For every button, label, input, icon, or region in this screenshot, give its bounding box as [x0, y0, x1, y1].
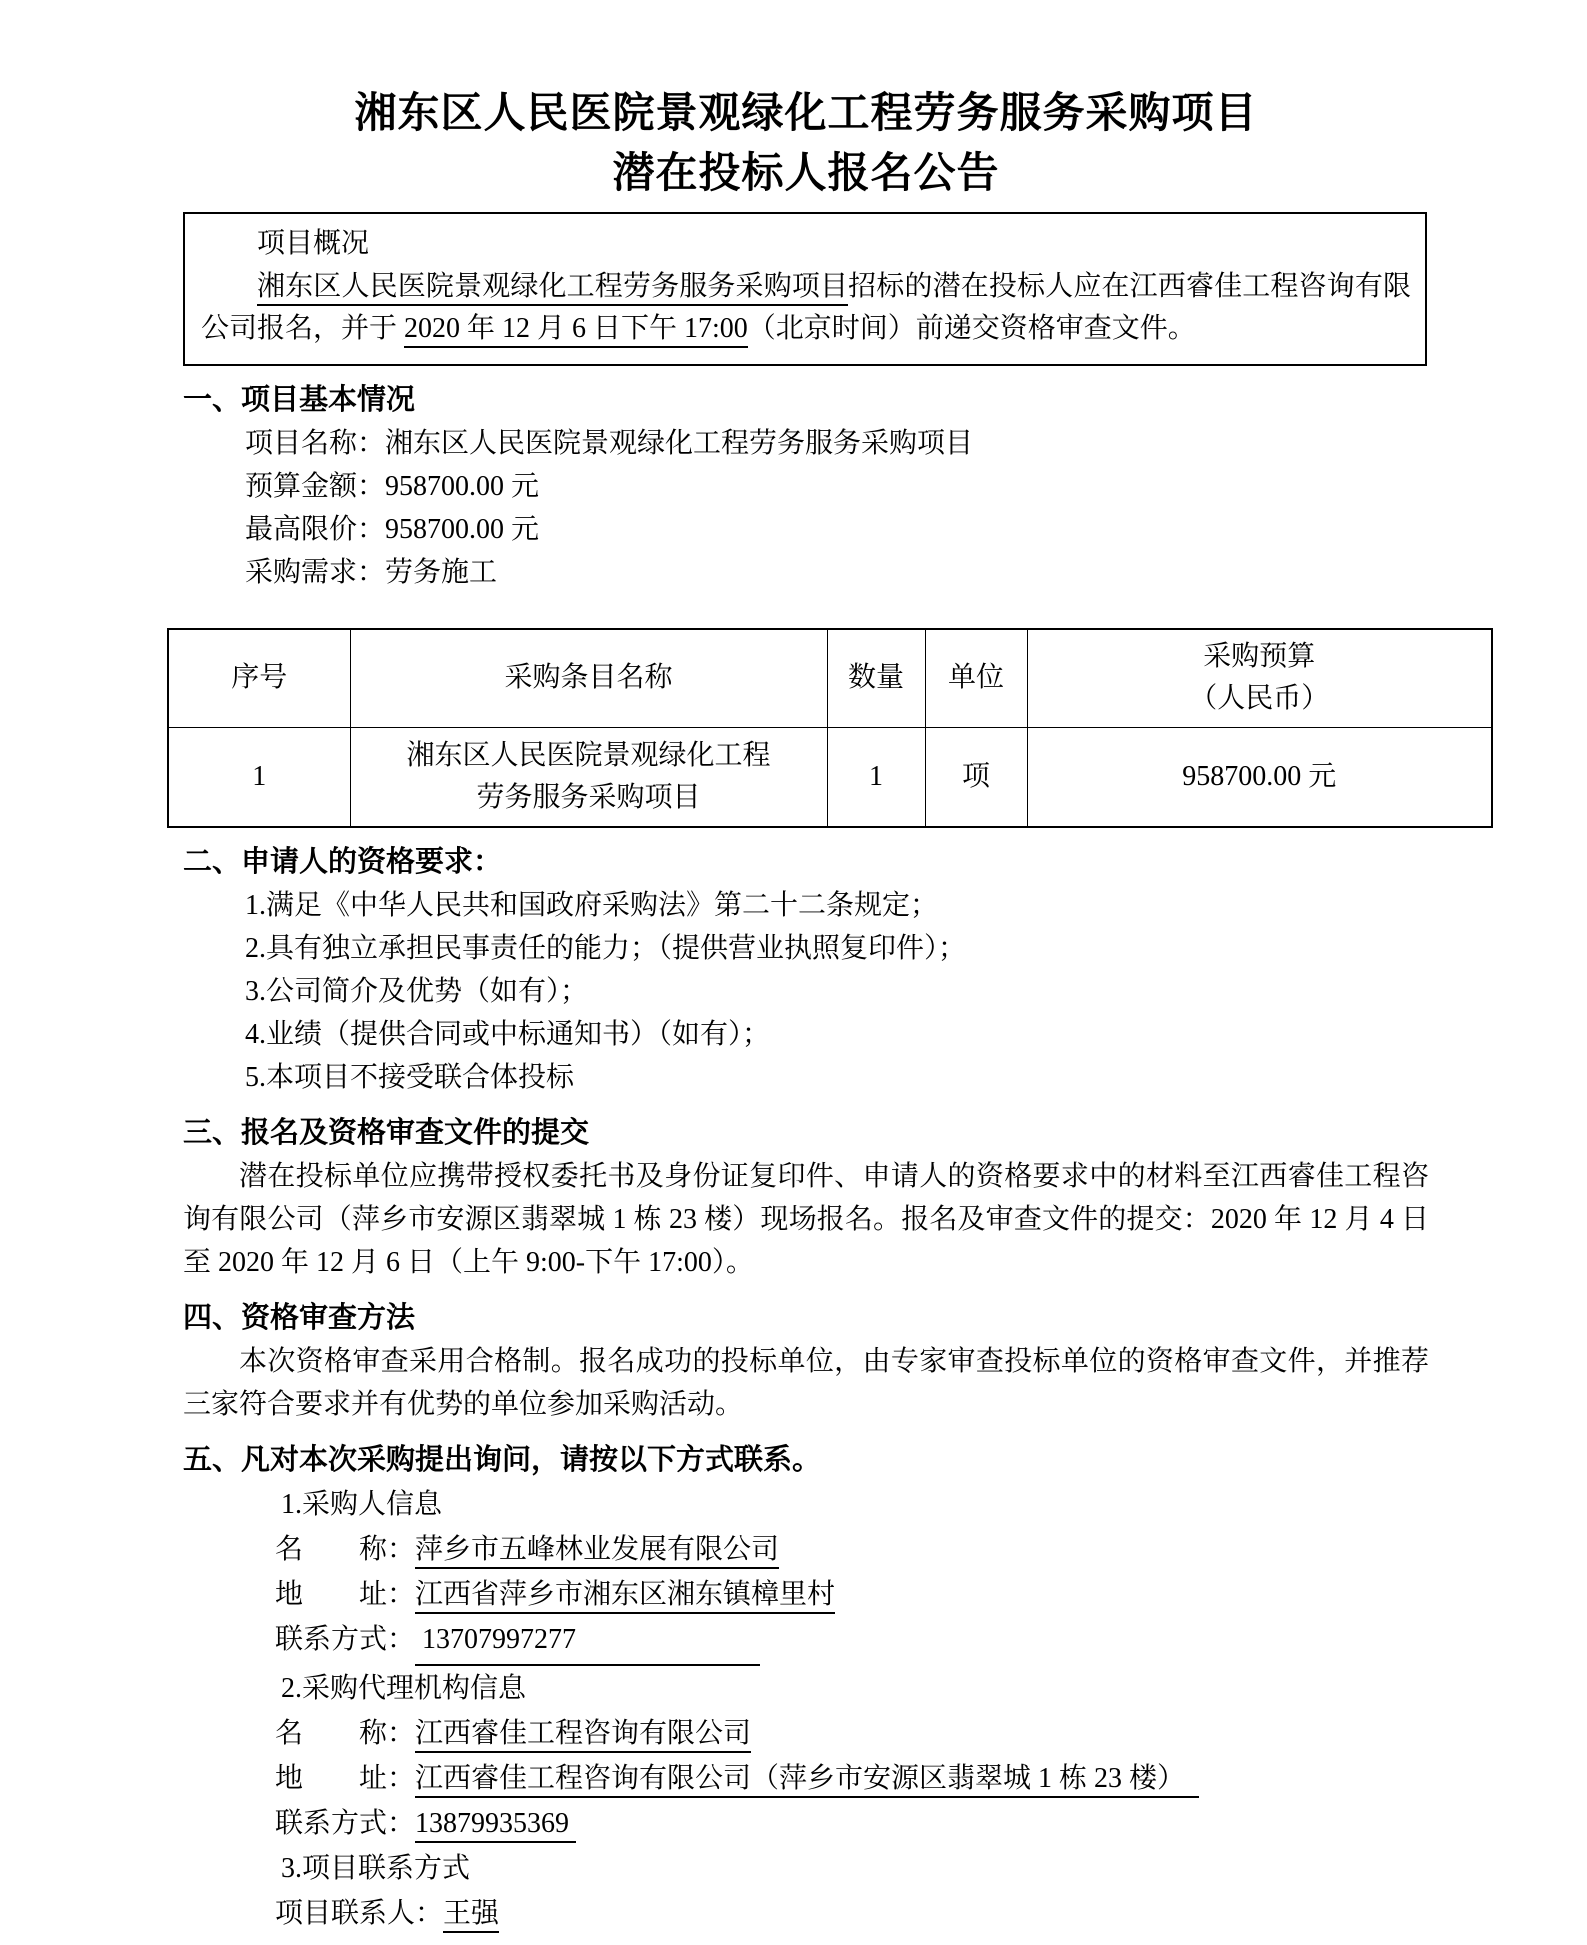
- table-header-unit: 单位: [925, 629, 1027, 727]
- section-qualification-heading: 二、申请人的资格要求：: [183, 846, 503, 878]
- section-review-paragraph: 本次资格审查采用合格制。报名成功的投标单位，由专家审查投标单位的资格审查文件，并推荐三家符合要求并有优势的单位参加采购活动。: [183, 1346, 1429, 1420]
- purchaser-addr-row: [183, 1572, 1429, 1617]
- qualification-item-2: 2.具有独立承担民事责任的能力；（提供营业执照复印件）；: [245, 933, 967, 964]
- purchaser-name-label: 名 称：: [275, 1534, 416, 1565]
- section-basic-heading: 一、项目基本情况: [183, 384, 416, 416]
- table-header-qty: 数量: [827, 629, 925, 727]
- agency-name-row: [183, 1711, 1429, 1756]
- basic-item-project-name: 项目名称：湘东区人民医院景观绿化工程劳务服务采购项目: [245, 428, 974, 459]
- table-header-row: [168, 629, 1492, 727]
- qualification-item-5: 5.本项目不接受联合体投标: [245, 1062, 575, 1093]
- table-header-name: 采购条目名称: [350, 629, 827, 727]
- table-header-budget-line2: （人民币）: [1189, 683, 1330, 715]
- qualification-item-1: 1.满足《中华人民共和国政府采购法》第二十二条规定；: [245, 890, 939, 921]
- project-contact-value: 王强: [443, 1898, 499, 1933]
- overview-deadline-underlined: 2020 年 12 月 6 日下午 17:00: [404, 313, 748, 348]
- table-cell-qty: 1: [827, 727, 925, 827]
- project-contact-row: [183, 1891, 1429, 1936]
- table-cell-budget: 958700.00 元: [1027, 727, 1492, 827]
- table-cell-name-text: 湘东区人民医院景观绿化工程劳务服务采购项目: [406, 739, 771, 813]
- table-cell-name: [350, 727, 827, 827]
- table-cell-seq: 1: [168, 727, 350, 827]
- table-header-budget-line1: 采购预算: [1203, 641, 1316, 673]
- overview-box: [183, 212, 1427, 366]
- agency-name-label: 名 称：: [275, 1718, 416, 1749]
- table-row: [168, 727, 1492, 827]
- section-contact-heading: 五、凡对本次采购提出询问，请按以下方式联系。: [183, 1444, 822, 1476]
- purchaser-addr-label: 地 址：: [275, 1579, 416, 1610]
- purchaser-tel-row: [183, 1617, 1429, 1666]
- purchaser-tel-value: 13707997277: [415, 1617, 760, 1666]
- agency-tel-label: 联系方式：: [275, 1808, 416, 1839]
- overview-text: 招标的潜在投标人应在江西睿佳工程咨询有限公司报名，并于: [201, 271, 1411, 344]
- basic-item-demand: 采购需求：劳务施工: [245, 557, 498, 588]
- agency-tel-value: 13879935369: [415, 1808, 576, 1843]
- purchaser-sub-heading: 1.采购人信息: [281, 1489, 443, 1520]
- section-submission-paragraph: 潜在投标单位应携带授权委托书及身份证复印件、申请人的资格要求中的材料至江西睿佳工程咨询有限公司（萍乡市安源区翡翠城 1 栋 23 楼）现场报名。报名及审查文件的提交：2020 年 12 月 4 日至 2020 年 12 月 6 日（上午 9:00-下午 17:00）。: [183, 1161, 1429, 1278]
- agency-addr-label: 地 址：: [275, 1763, 416, 1794]
- project-contact-label: 项目联系人：: [275, 1898, 444, 1929]
- basic-item-price-cap: 最高限价：958700.00 元: [245, 514, 540, 545]
- purchaser-name-row: [183, 1527, 1429, 1572]
- overview-text-tail: （北京时间）前递交资格审查文件。: [747, 313, 1196, 344]
- agency-name-value: 江西睿佳工程咨询有限公司: [415, 1718, 751, 1753]
- purchaser-name-value: 萍乡市五峰林业发展有限公司: [415, 1534, 779, 1569]
- agency-sub-heading: 2.采购代理机构信息: [281, 1673, 527, 1704]
- doc-title: [183, 84, 1429, 204]
- doc-title-line1: 湘东区人民医院景观绿化工程劳务服务采购项目: [354, 91, 1258, 137]
- section-submission-heading: 三、报名及资格审查文件的提交: [183, 1117, 590, 1149]
- purchaser-tel-label: 联系方式：: [275, 1624, 416, 1655]
- agency-addr-value: 江西睿佳工程咨询有限公司（萍乡市安源区翡翠城 1 栋 23 楼）: [415, 1763, 1199, 1798]
- agency-tel-row: [183, 1801, 1429, 1846]
- doc-title-line2: 潜在投标人报名公告: [612, 151, 1000, 197]
- qualification-item-3: 3.公司简介及优势（如有）；: [245, 976, 589, 1007]
- section-review-heading: 四、资格审查方法: [183, 1302, 416, 1334]
- overview-label: 项目概况: [257, 228, 370, 259]
- project-sub-heading: 3.项目联系方式: [281, 1853, 471, 1884]
- table-cell-unit: 项: [925, 727, 1027, 827]
- purchaser-addr-value: 江西省萍乡市湘东区湘东镇樟里村: [415, 1579, 835, 1614]
- qualification-item-4: 4.业绩（提供合同或中标通知书）（如有）；: [245, 1019, 771, 1050]
- overview-project-name-underlined: 湘东区人民医院景观绿化工程劳务服务采购项目: [257, 271, 848, 306]
- overview-paragraph: [201, 266, 1411, 350]
- procurement-table: [167, 628, 1493, 828]
- table-header-budget: [1027, 629, 1492, 727]
- agency-addr-row: [183, 1756, 1429, 1801]
- basic-item-budget: 预算金额：958700.00 元: [245, 471, 540, 502]
- table-header-seq: 序号: [168, 629, 350, 727]
